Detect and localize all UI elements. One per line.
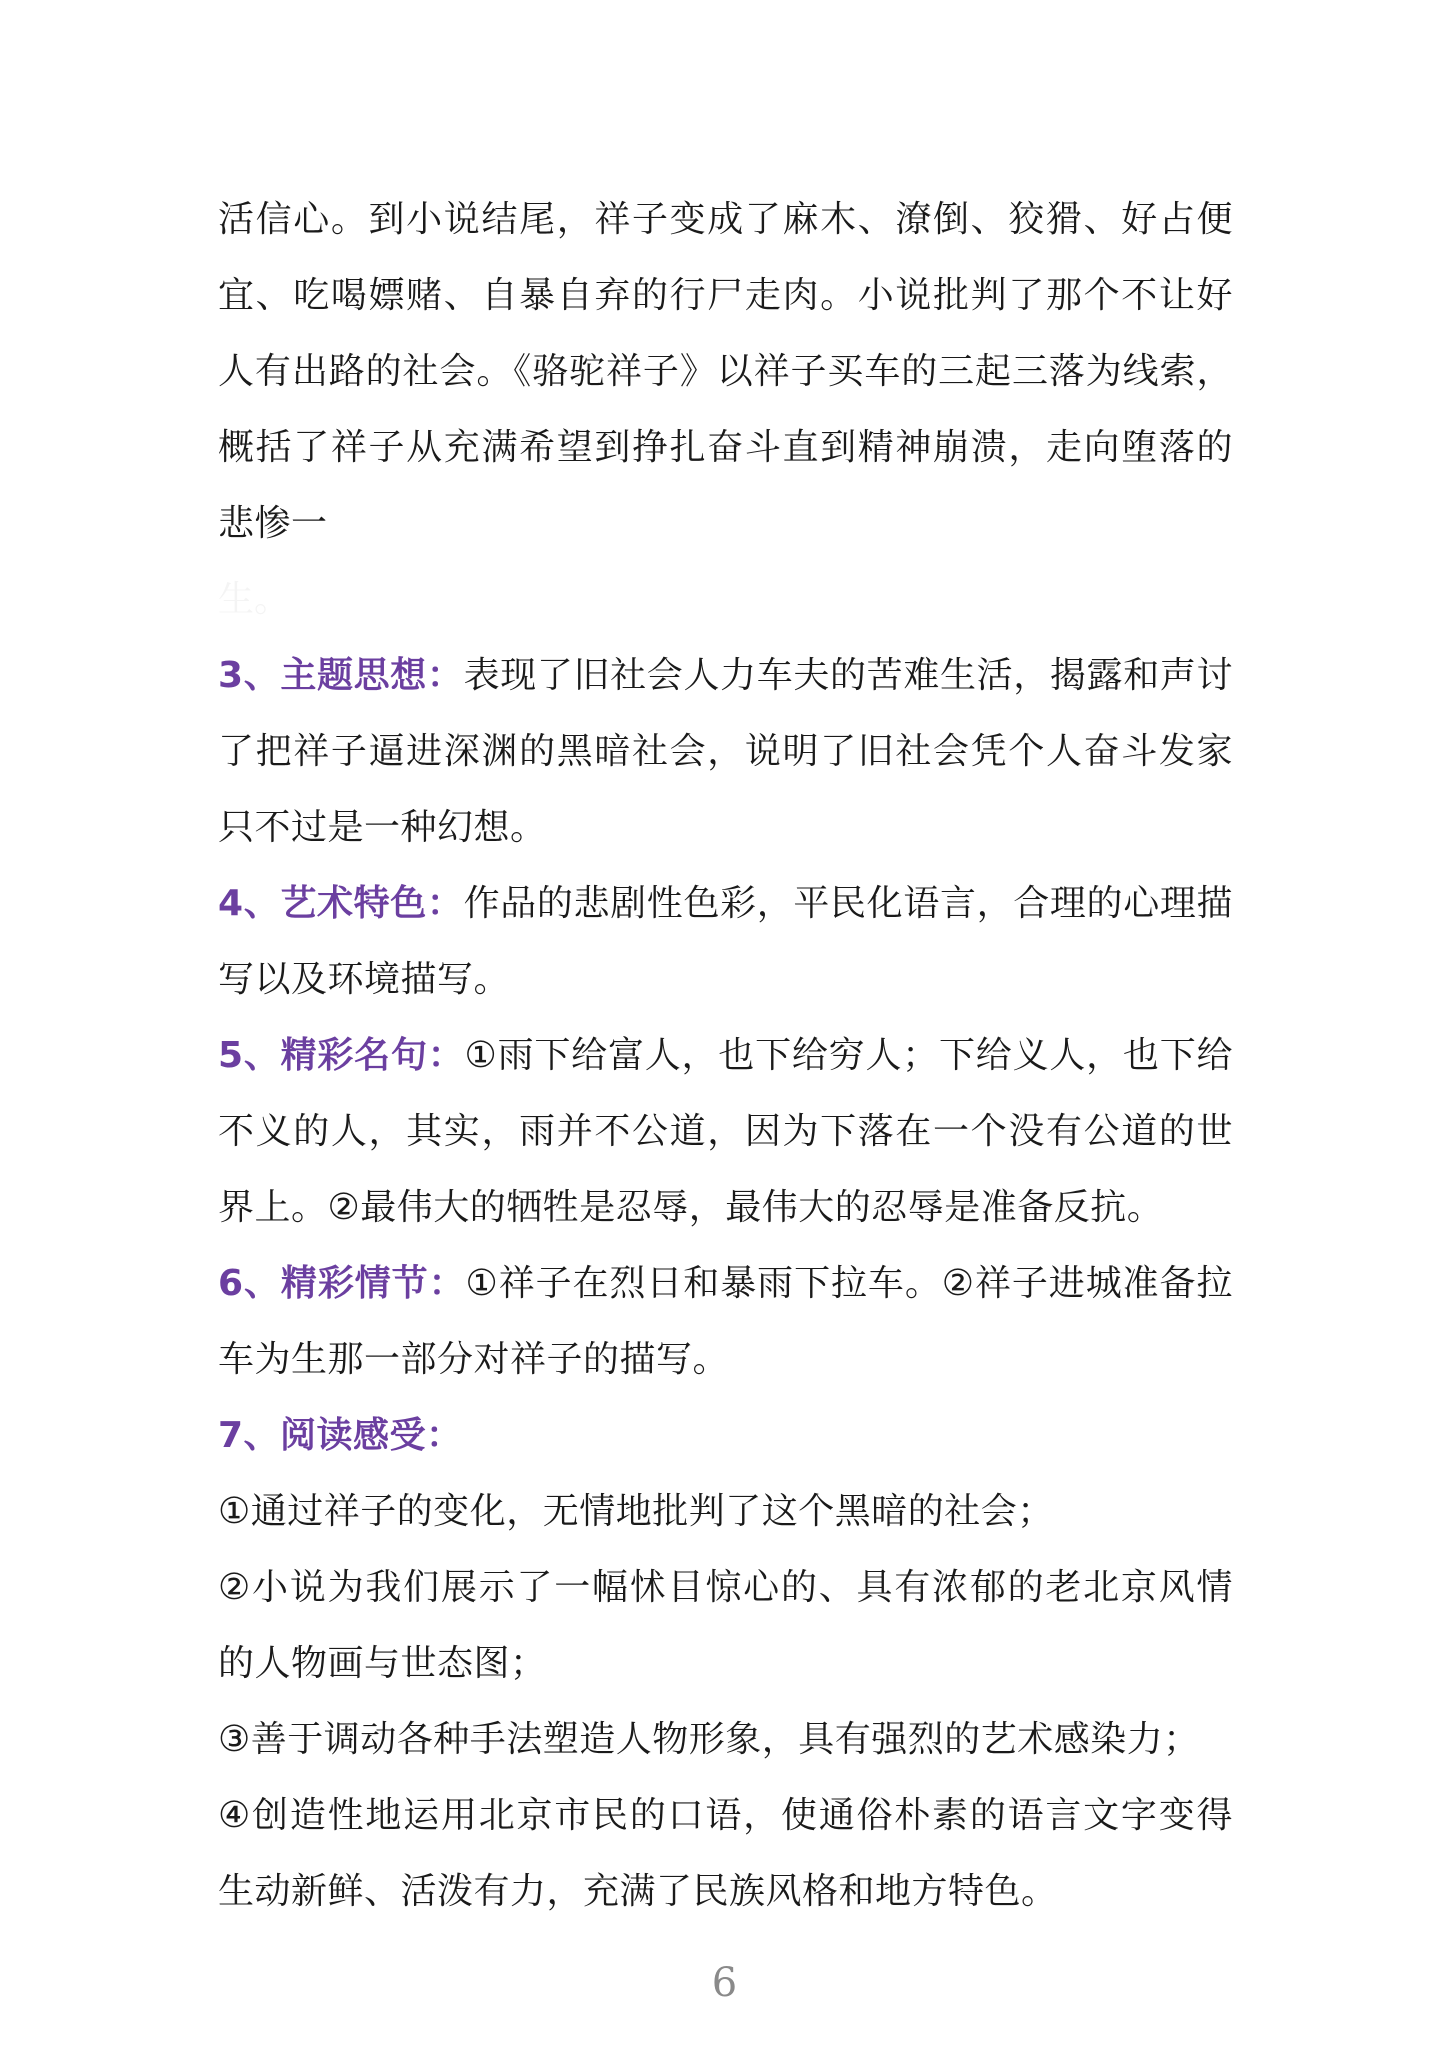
page-content [218, 182, 1233, 1930]
section-heading: 5、精彩名句： [218, 1035, 465, 1076]
section-reading-feelings [218, 1398, 1233, 1474]
page-number: 6 [711, 1960, 738, 2006]
feeling-item-2: ②小说为我们展示了一幅怵目惊心的、具有浓郁的老北京风情的人物画与世态图； [218, 1567, 1233, 1684]
section-famous-quotes [218, 1018, 1233, 1246]
section-theme [218, 638, 1233, 866]
faded-tail-line [218, 562, 1233, 638]
feeling-item-1: ①通过祥子的变化，无情地批判了这个黑暗的社会； [218, 1491, 1054, 1532]
feeling-item-3: ③善于调动各种手法塑造人物形象，具有强烈的艺术感染力； [218, 1719, 1200, 1760]
section-heading: 6、精彩情节： [218, 1263, 466, 1304]
feeling-item-4: ④创造性地运用北京市民的口语，使通俗朴素的语言文字变得生动新鲜、活泼有力，充满了民族风格和地方特色。 [218, 1795, 1233, 1912]
section-heading: 3、主题思想： [218, 655, 464, 696]
section-body: 表现了旧社会人力车夫的苦难生活，揭露和声讨了把祥子逼进深渊的黑暗社会，说明了旧社会凭个人奋斗发家只不过是一种幻想。 [218, 655, 1233, 848]
intro-paragraph: 活信心。到小说结尾，祥子变成了麻木、潦倒、狡猾、好占便宜、吃喝嫖赌、自暴自弃的行尸走肉。小说批判了那个不让好人有出路的社会。《骆驼祥子》以祥子买车的三起三落为线索，概括了祥子从充满希望到挣扎奋斗直到精神崩溃，走向堕落的悲惨一 [218, 199, 1233, 544]
section-body: ①雨下给富人，也下给穷人；下给义人，也下给不义的人，其实，雨并不公道，因为下落在一个没有公道的世界上。②最伟大的牺牲是忍辱，最伟大的忍辱是准备反抗。 [218, 1035, 1233, 1228]
section-body: ①祥子在烈日和暴雨下拉车。②祥子进城准备拉车为生那一部分对祥子的描写。 [218, 1263, 1233, 1380]
section-heading: 7、阅读感受： [218, 1415, 463, 1456]
faded-tail-text: 生。 [218, 579, 291, 620]
section-highlight-plots [218, 1246, 1233, 1398]
section-body: 作品的悲剧性色彩，平民化语言，合理的心理描写以及环境描写。 [218, 883, 1233, 1000]
section-heading: 4、艺术特色： [218, 883, 464, 924]
section-art-features [218, 866, 1233, 1018]
